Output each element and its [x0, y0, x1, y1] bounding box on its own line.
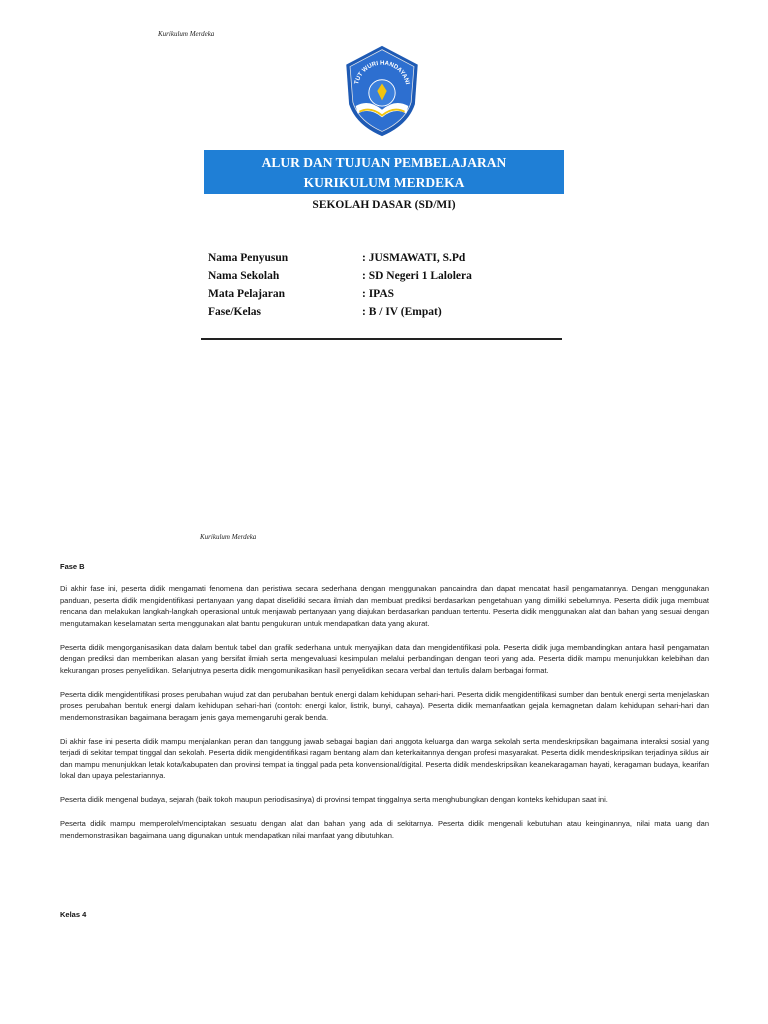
title-line-2: KURIKULUM MERDEKA	[303, 175, 465, 190]
info-value: : B / IV (Empat)	[362, 306, 442, 318]
running-header-top: Kurikulum Merdeka	[158, 30, 215, 38]
info-label: Nama Sekolah	[208, 270, 280, 282]
title-line-1: ALUR DAN TUJUAN PEMBELAJARAN	[261, 155, 507, 170]
info-row-author	[208, 252, 568, 270]
logo-motto: TUT WURI HANDAYANI	[353, 59, 411, 86]
document-title-box	[204, 150, 564, 194]
section-body	[60, 583, 709, 854]
paragraph: Peserta didik mengorganisasikan data dalam bentuk tabel dan grafik sederhana untuk menyajikan data dan mengidentifikasi pola. Peserta didik juga membandingkan antara hasil pengamatan dengan prediksi dan memberikan alasan yang bersifat ilmiah serta mengevaluasi kesimpulan melalui perbandingan dengan teori yang ada. Peserta didik mampu menunjukkan kelebihan dan kekurangan proses penyelidikan. Selanjutnya peserta didik mengomunikasikan hasil penyelidikan secara verbal dan tertulis dalam berbagai format.	[60, 642, 709, 675]
author-info-block	[208, 252, 568, 324]
info-value: : SD Negeri 1 Lalolera	[362, 270, 472, 282]
paragraph: Peserta didik mampu memperoleh/menciptakan sesuatu dengan alat dan bahan yang ada di sekitarnya. Peserta didik mengenali kebutuhan atau keinginannya, nilai mata uang dan mendemonstrasikan bagaimana uang digunakan untuk mendapatkan nilai manfaat yang dibutuhkan.	[60, 819, 709, 840]
section-heading-fase-b: Fase B	[60, 562, 85, 571]
paragraph: Di akhir fase ini, peserta didik mengamati fenomena dan peristiwa secara sederhana dengan menggunakan pancaindra dan dapat mencatat hasil pengamatannya. Dengan menggunakan panduan, peserta didik mengidentifikasi pertanyaan yang dapat diselidiki secara ilmiah dan membuat prediksi berdasarkan pengetahuan yang dimiliki sebelumnya. Peserta didik juga membuat rencana dan melakukan langkah-langkah operasional untuk menjawab pertanyaan yang diajukan berdasarkan panduan tertentu. Peserta didik menggunakan alat dan bahan yang sesuai dengan mengutamakan keselamatan serta menggunakan alat bantu pengukuran untuk mendapatkan data yang akurat.	[60, 584, 709, 628]
paragraph: Peserta didik mengidentifikasi proses perubahan wujud zat dan perubahan bentuk energi dalam kehidupan sehari-hari. Peserta didik mengidentifikasi sumber dan bentuk energi serta menjelaskan proses perubahan bentuk energi dalam kehidupan sehari-hari (contoh: energi kalor, listrik, bunyi, cahaya). Peserta didik memanfaatkan gejala kemagnetan dalam kehidupan sehari-hari dan mendemonstrasikan bagaimana beragam jenis gaya memengaruhi gerak benda.	[60, 689, 709, 722]
info-label: Fase/Kelas	[208, 306, 262, 318]
info-label: Mata Pelajaran	[208, 288, 285, 300]
info-value: : IPAS	[362, 288, 395, 300]
info-row-subject	[208, 288, 568, 306]
paragraph: Di akhir fase ini peserta didik mampu menjalankan peran dan tanggung jawab sebagai bagian dari anggota keluarga dan warga sekolah serta mendeskripsikan bagaimana interaksi sosial yang terjadi di sekitar tempat tinggal dan sekolah. Peserta didik mengidentifikasi ragam bentang alam dan keterkaitannya dengan profesi masyarakat. Peserta didik mendeskripsikan terjadinya siklus air dan mampu menunjukkan letak kota/kabupaten dan provinsi tempat ia tinggal pada peta konvensional/digital. Peserta didik mendeskripsikan keanekaragaman hayati, keragaman budaya, kearifan lokal dan upaya pelestariannya.	[60, 736, 709, 780]
paragraph: Peserta didik mengenal budaya, sejarah (baik tokoh maupun periodisasinya) di provinsi tempat tinggalnya serta menghubungkan dengan konteks kehidupan saat ini.	[60, 795, 608, 804]
horizontal-rule	[201, 338, 562, 340]
tut-wuri-handayani-logo	[335, 44, 429, 138]
section-heading-kelas-4: Kelas 4	[60, 910, 87, 919]
info-label: Nama Penyusun	[208, 252, 289, 264]
running-header-page-2: Kurikulum Merdeka	[200, 533, 257, 541]
school-level-subtitle: SEKOLAH DASAR (SD/MI)	[312, 199, 456, 211]
info-row-school	[208, 270, 568, 288]
info-row-phase-class	[208, 306, 568, 324]
info-value: : JUSMAWATI, S.Pd	[362, 252, 466, 264]
